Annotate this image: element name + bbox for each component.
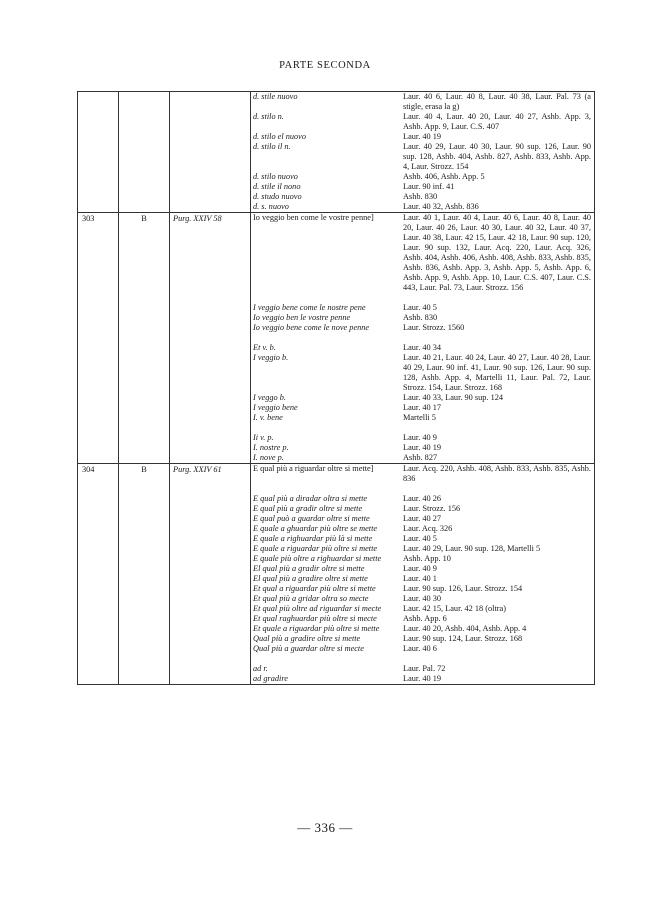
apparatus-row [78,92,595,213]
variants-cell [251,92,595,213]
variant-reading: Qual più a guardar oltre si mecte [253,644,364,653]
verse-reference: Purg. XXIV 61 [170,464,251,685]
lemma-text: E qual più a riguardar oltre si mette] [253,464,374,473]
variant-witnesses: Laur. 40 9 [403,564,437,573]
variant-witnesses: Laur. 40 32, Ashb. 836 [403,202,479,211]
variant-reading: Et v. b. [253,343,276,352]
manuscript-siglum: B [119,464,170,685]
variant-witnesses: Ashb. App. 10 [403,554,451,563]
variant-reading: I. v. bene [253,413,283,422]
variants-cell [251,213,595,464]
variants-grid [251,464,594,684]
entry-number: 303 [78,213,119,464]
apparatus-row [78,464,595,685]
variant-witnesses: Laur. 40 5 [403,534,437,543]
variants-grid [251,213,594,463]
lemma-witnesses: Laur. 40 1, Laur. 40 4, Laur. 40 6, Laur. 40 8, Laur. 40 20, Laur. 40 26, Laur. 40 30, Laur. 40 32, Laur. 40 37, Laur. 40 38, Laur. 42 15, Laur. 42 18, Laur. 90 sup. 120, Laur. 90 sup. 132, Laur. Acq. 220, Laur. Acq. 326, Ashb. 404, Ashb. 406, Ashb. 408, Ashb. 833, Ashb. 835, Ashb. 836, Ashb. App. 3, Ashb. App. 5, Ashb. App. 6, Ashb. App. 9, Ashb. App. 10, Laur. C.S. 407, Laur. C.S. 443, Laur. Pal. 73, Laur. Strozz. 156 [403,213,591,292]
variant-witnesses: Laur. 40 29, Laur. 90 sup. 128, Martelli 5 [403,544,541,553]
entry-number [78,92,119,213]
group-spacer [401,293,594,303]
variant-reading: I veggio b. [253,353,289,362]
variant-witnesses: Laur. 40 6, Laur. 40 8, Laur. 40 38, Laur. Pal. 73 (a stigle, erasa la g) [403,92,591,111]
variant-witnesses: Laur. Strozz. 156 [403,504,461,513]
variant-reading: E quale più oltre a righuardar si mette [253,554,382,563]
variant-reading: ad r. [253,664,268,673]
variant-witnesses: Laur. 40 30 [403,594,442,603]
variant-witnesses: Laur. 40 17 [403,403,442,412]
variants-cell [251,464,595,685]
lemma-witnesses: Laur. Acq. 220, Ashb. 408, Ashb. 833, Ashb. 835, Ashb. 836 [403,464,591,483]
verse-reference: Purg. XXIV 58 [170,213,251,464]
variant-witnesses: Ashb. App. 6 [403,614,447,623]
variant-reading: d. stilo nuovo [253,172,298,181]
variant-reading: Et qual più a gridar oltra so mecte [253,594,369,603]
variant-reading: d. studo nuovo [253,192,302,201]
group-spacer [251,484,401,494]
variant-reading: E quale a righuardar più là si mette [253,534,373,543]
variant-witnesses: Laur. 90 inf. 41 [403,182,455,191]
variant-witnesses: Laur. 40 9 [403,433,437,442]
variant-reading: ad gradire [253,674,288,683]
apparatus-table [77,91,595,685]
variant-witnesses: Martelli 5 [403,413,436,422]
variant-witnesses: Laur. 90 sup. 126, Laur. Strozz. 154 [403,584,523,593]
variant-witnesses: Laur. Acq. 326 [403,524,453,533]
group-spacer [401,484,594,494]
variant-reading: E qual può a guardar oltre si mette [253,514,370,523]
variant-witnesses: Laur. 40 1 [403,574,437,583]
variant-reading: E quale a ghuardar più oltre se mette [253,524,378,533]
group-spacer [401,333,594,343]
variant-reading: El qual più a gradire oltre si mette [253,574,368,583]
variant-witnesses: Ashb. 830 [403,313,438,322]
variant-witnesses: Laur. 40 5 [403,303,437,312]
variant-witnesses: Laur. 40 19 [403,674,442,683]
variant-witnesses: Laur. 40 33, Laur. 90 sup. 124 [403,393,504,402]
variant-reading: d. stilo el nuovo [253,132,307,141]
entry-number: 304 [78,464,119,685]
variant-witnesses: Laur. 42 15, Laur. 42 18 (oltra) [403,604,506,613]
group-spacer [251,654,401,664]
variant-witnesses: Laur. 40 19 [403,132,442,141]
variant-reading: Ii v. p. [253,433,274,442]
variant-witnesses: Laur. Pal. 72 [403,664,446,673]
variant-reading: Io veggio ben le vostre penne [253,313,351,322]
variant-witnesses: Laur. 40 4, Laur. 40 20, Laur. 40 27, Ashb. App. 3, Ashb. App. 9, Laur. C.S. 407 [403,112,591,131]
apparatus-row [78,213,595,464]
variant-reading: E qual più a diradar oltra si mette [253,494,368,503]
group-spacer [401,654,594,664]
variant-witnesses: Laur. 40 20, Ashb. 404, Ashb. App. 4 [403,624,527,633]
apparatus-body [78,92,595,685]
variant-witnesses: Ashb. 406, Ashb. App. 5 [403,172,485,181]
variant-reading: I veggio bene [253,403,298,412]
variant-reading: d. stilo n. [253,112,284,121]
variant-witnesses: Laur. 40 26 [403,494,442,503]
lemma-text: Io veggio ben come le vostre penne] [253,213,374,222]
variants-grid [251,92,594,212]
manuscript-siglum: B [119,213,170,464]
variant-reading: E qual più a gradir oltre si mette [253,504,363,513]
variant-reading: I veggio bene come le nostre pene [253,303,366,312]
variant-reading: d. s. nuovo [253,202,289,211]
verse-reference [170,92,251,213]
group-spacer [251,293,401,303]
variant-witnesses: Laur. 40 34 [403,343,442,352]
variant-reading: d. stile il nono [253,182,301,191]
variant-reading: I. nostre p. [253,443,289,452]
variant-witnesses: Laur. 90 sup. 124, Laur. Strozz. 168 [403,634,523,643]
variant-witnesses: Laur. Strozz. 1560 [403,323,465,332]
variant-witnesses: Laur. 40 19 [403,443,442,452]
variant-reading: Et quale a riguardar più oltre si mette [253,624,380,633]
variant-reading: Et qual a riguardar più oltre si mette [253,584,376,593]
group-spacer [251,333,401,343]
running-title: PARTE SECONDA [279,60,371,71]
variant-witnesses: Laur. 40 6 [403,644,437,653]
variant-witnesses: Ashb. 830 [403,192,438,201]
variant-reading: Et qual più oltre ad riguardar si mecte [253,604,382,613]
group-spacer [401,423,594,433]
page-number: — 336 — [297,820,353,835]
variant-reading: I. nove p. [253,453,284,462]
variant-witnesses: Ashb. 827 [403,453,438,462]
variant-reading: Et qual raghuardar più oltre si mecte [253,614,377,623]
variant-reading: Io veggio bene come le nove penne [253,323,370,332]
variant-reading: d. stilo il n. [253,142,291,151]
variant-reading: d. stile nuovo [253,92,298,101]
variant-reading: I veggo b. [253,393,286,402]
variant-reading: El qual più a gradir oltre si mette [253,564,365,573]
variant-witnesses: Laur. 40 27 [403,514,442,523]
group-spacer [251,423,401,433]
variant-reading: E quale a riguardar più oltre si mette [253,544,378,553]
variant-reading: Qual più a gradire oltre si mette [253,634,361,643]
variant-witnesses: Laur. 40 21, Laur. 40 24, Laur. 40 27, Laur. 40 28, Laur. 40 29, Laur. 90 inf. 41, Laur. 90 sup. 126, Laur. 90 sup. 128, Ashb. App. 4, Martelli 11, Laur. Pal. 72, Laur. Strozz. 154, Laur. Strozz. 168 [403,353,591,392]
manuscript-siglum [119,92,170,213]
variant-witnesses: Laur. 40 29, Laur. 40 30, Laur. 90 sup. 126, Laur. 90 sup. 128, Ashb. 404, Ashb. 827, Ashb. 833, Ashb. App. 4, Laur. Strozz. 154 [403,142,591,171]
